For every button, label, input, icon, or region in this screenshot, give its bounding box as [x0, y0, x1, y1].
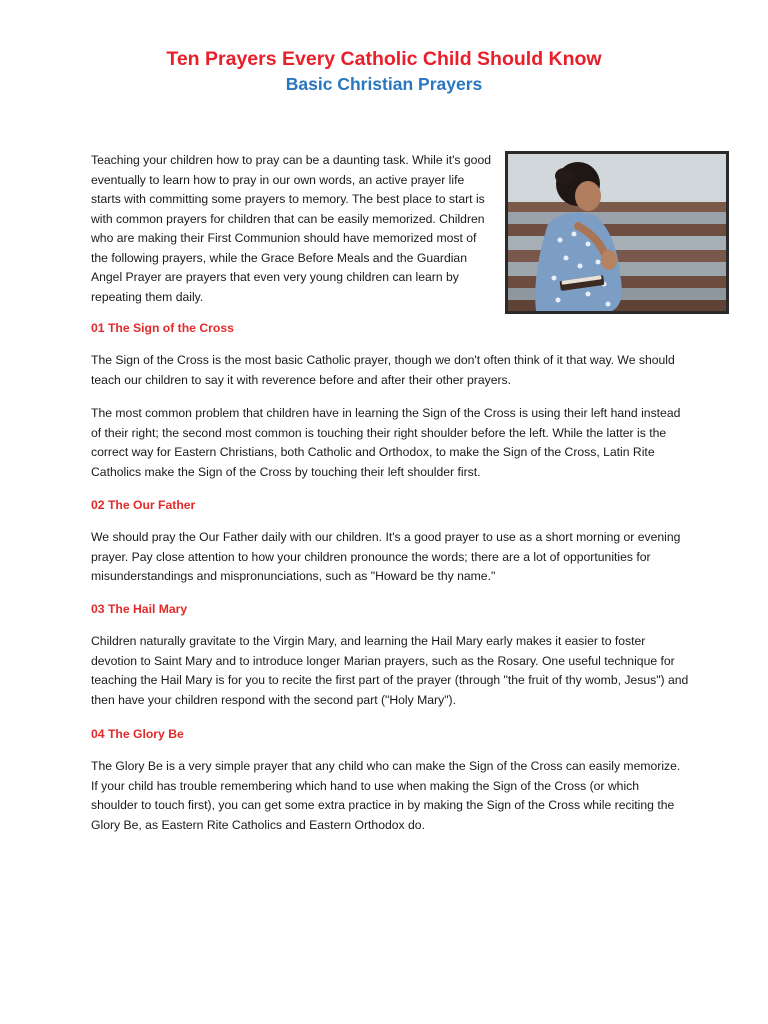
intro-paragraph: Teaching your children how to pray can be a daunting task. While it's good eventually to learn how to pray in our own words, an active prayer life starts with committing some prayers to memory. The best place to start is with common prayers for children that can be easily memorized. Children who are making their First Communion should have memorized most of the following prayers, while the Grace Before Meals and the Guardian Angel Prayer are prayers that even very young children can learn by repeating them daily.: [91, 153, 492, 304]
section-paragraph: We should pray the Our Father daily with our children. It's a good prayer to use as a short morning or evening prayer. Pay close attention to how your children pronounce the words; there are a lot of opportunities for misunderstandings and mispronunciations, such as "Howard be thy name.": [91, 530, 681, 583]
section-paragraph: The Sign of the Cross is the most basic Catholic prayer, though we don't often think of it that way. We should teach our children to say it with reverence before and after their other prayers.: [91, 353, 675, 387]
document-subtitle: Basic Christian Prayers: [285, 74, 483, 94]
section-paragraph: Children naturally gravitate to the Virgin Mary, and learning the Hail Mary early makes it easier to foster devotion to Saint Mary and to introduce longer Marian prayers, such as the Rosary. One useful technique for teaching the Hail Mary is for you to recite the first part of the prayer (through "the fruit of thy womb, Jesus") and then have your children respond with the second part ("Holy Mary").: [91, 634, 689, 707]
section-heading-sign-of-the-cross: 01 The Sign of the Cross: [91, 321, 234, 335]
section-heading-hail-mary: 03 The Hail Mary: [91, 602, 188, 616]
section-heading-our-father: 02 The Our Father: [91, 498, 196, 512]
section-heading-glory-be: 04 The Glory Be: [91, 727, 184, 741]
section-paragraph: The Glory Be is a very simple prayer that any child who can make the Sign of the Cross can easily memorize. If your child has trouble remembering which hand to use when making the Sign of the Cross (or which shoulder to touch first), you can get some extra practice in by making the Sign of the Cross while reciting the Glory Be, as Eastern Rite Catholics and Eastern Orthodox do.: [91, 759, 681, 832]
praying-child-photo: [505, 151, 729, 314]
document-title: Ten Prayers Every Catholic Child Should Know: [166, 48, 602, 70]
section-paragraph: The most common problem that children have in learning the Sign of the Cross is using their left hand instead of their right; the second most common is touching their right shoulder before the left. While the latter is the correct way for Eastern Christians, both Catholic and Orthodox, to make the Sign of the Cross, Latin Rite Catholics make the Sign of the Cross by touching their left shoulder first.: [91, 406, 681, 479]
